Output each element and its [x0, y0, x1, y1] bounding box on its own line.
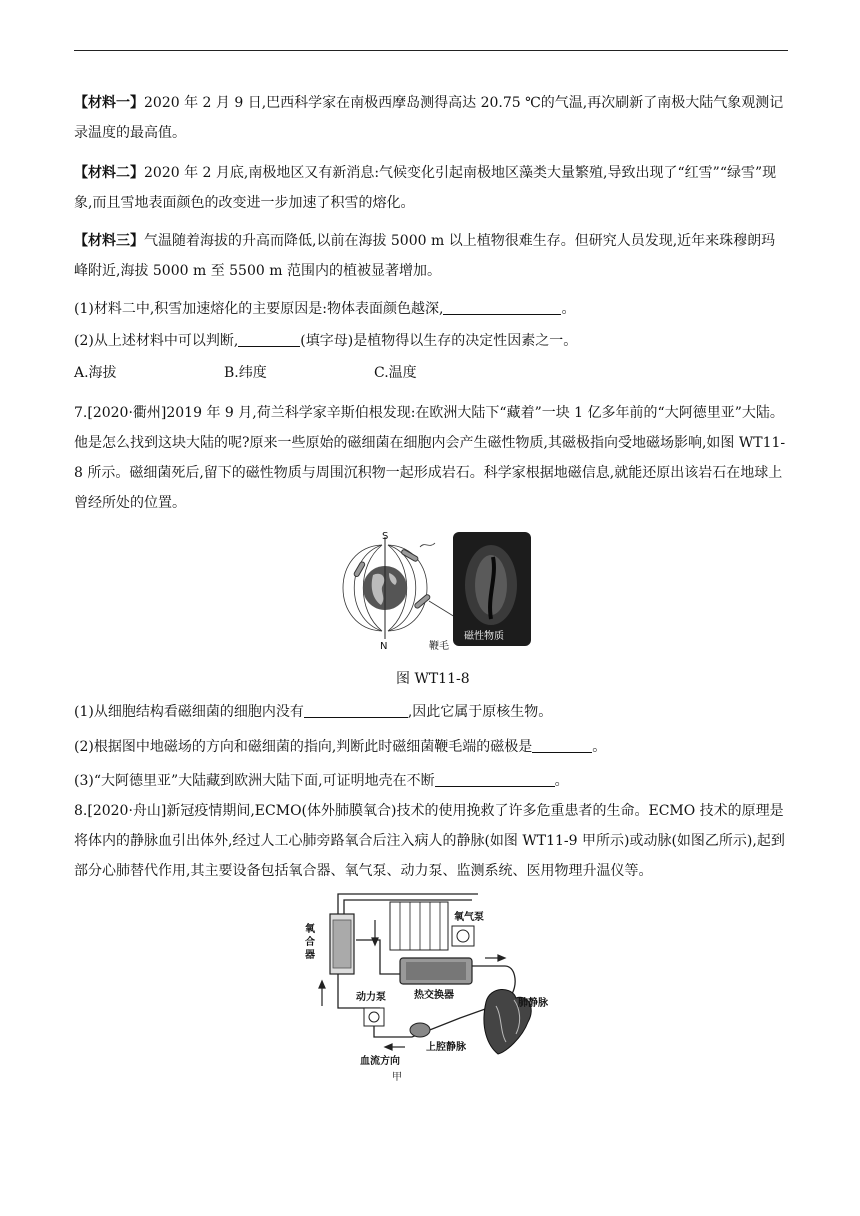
material-2-text: 2020 年 2 月底,南极地区又有新消息:气候变化引起南极地区藻类大量繁殖,导致出现了“红雪”“绿雪”现象,而且雪地表面颜色的改变进一步加速了积雪的熔化。: [74, 165, 777, 211]
answer-blank[interactable]: [238, 332, 300, 347]
period: 。: [561, 301, 576, 317]
label-flow-direction: 血流方向: [360, 1056, 400, 1067]
label-magnetic-material: 磁性物质: [464, 631, 504, 642]
question-6-2: [74, 331, 577, 351]
question-6-2-text-end: (填字母)是植物得以生存的决定性因素之一。: [300, 333, 578, 349]
period: 。: [554, 773, 569, 789]
option-b: B.纬度: [224, 365, 267, 381]
label-oxygenator-3: 器: [305, 950, 315, 961]
question-7-3-text: (3)“大阿德里亚”大陆藏到欧洲大陆下面,可证明地壳在不断: [74, 773, 435, 789]
oxygen-pump-icon: [452, 926, 474, 946]
label-oxygenator-1: 氧: [305, 924, 315, 935]
question-6-2-text: (2)从上述材料中可以判断,: [74, 333, 239, 349]
label-power-pump: 动力泵: [356, 992, 386, 1003]
power-pump-icon: [364, 1008, 384, 1026]
label-n: N: [380, 641, 388, 652]
header-rule: [74, 50, 788, 51]
option-a: A.海拔: [74, 365, 117, 381]
label-pulmonary-vein: 肺静脉: [518, 998, 548, 1009]
answer-blank[interactable]: [435, 772, 555, 787]
period: 。: [592, 739, 607, 755]
label-heat-exchanger: 热交换器: [414, 990, 454, 1001]
label-oxygen-pump: 氧气泵: [454, 912, 484, 923]
label-s: S: [382, 531, 389, 542]
question-7-intro: 7.[2020·衢州]2019 年 9 月,荷兰科学家辛斯伯根发现:在欧洲大陆下“藏着”一块 1 亿多年前的“大阿德里亚”大陆。他是怎么找到这块大陆的呢?原来一些原始的磁细菌在细胞内会产生磁性物质,其磁极指向受地磁场影响,如图 WT11-8 所示。磁细菌死后,留下的磁性物质与周围沉积物一起形成岩石。科学家根据地磁信息,就能还原出该岩石在地球上曾经所处的位置。: [74, 405, 786, 511]
material-1: [74, 88, 788, 148]
answer-blank[interactable]: [304, 703, 408, 718]
question-7-1: [74, 702, 552, 722]
material-3: [74, 226, 788, 286]
material-2-label: 【材料二】: [74, 165, 144, 181]
question-6-1: [74, 299, 575, 319]
question-8-intro: 8.[2020·舟山]新冠疫情期间,ECMO(体外肺膜氧合)技术的使用挽救了许多危重患者的生命。ECMO 技术的原理是将体内的静脉血引出体外,经过人工心肺旁路氧合后注入病人的静脉(如图 WT11-9 甲所示)或动脉(如图乙所示),起到部分心肺替代作用,其主要设备包括氧合器、氧气泵、动力泵、监测系统、医用物理升温仪等。: [74, 803, 785, 879]
material-3-text: 气温随着海拔的升高而降低,以前在海拔 5000 m 以上植物很难生存。但研究人员发现,近年来珠穆朗玛峰附近,海拔 5000 m 至 5500 m 范围内的植被显著增加。: [74, 233, 776, 279]
material-3-label: 【材料三】: [74, 233, 144, 249]
material-1-label: 【材料一】: [74, 95, 144, 111]
answer-blank[interactable]: [532, 738, 592, 753]
figure-wt11-9: [300, 882, 560, 1082]
material-2: [74, 158, 788, 218]
question-6-1-text: (1)材料二中,积雪加速熔化的主要原因是:物体表面颜色越深,: [74, 301, 444, 317]
label-oxygenator-2: 合: [305, 937, 315, 948]
label-jia: 甲: [392, 1072, 402, 1082]
ecmo-diagram: [300, 882, 560, 1082]
earth-magnetic-field-figure: [325, 527, 535, 652]
label-flagellum: 鞭毛: [429, 641, 449, 652]
question-7-2-text: (2)根据图中地磁场的方向和磁细菌的指向,判断此时磁细菌鞭毛端的磁极是: [74, 739, 533, 755]
answer-blank[interactable]: [443, 300, 561, 315]
figure-caption: 图 WT11-8: [396, 671, 470, 687]
question-7-3: [74, 771, 569, 791]
label-superior-vena-cava: 上腔静脉: [426, 1042, 466, 1053]
option-c: C.温度: [374, 365, 417, 381]
figure-wt11-8: [325, 527, 535, 652]
question-7-2: [74, 737, 606, 757]
question-7-1-text: (1)从细胞结构看磁细菌的细胞内没有: [74, 704, 304, 720]
question-7-1-text-end: ,因此它属于原核生物。: [407, 704, 553, 720]
material-1-text: 2020 年 2 月 9 日,巴西科学家在南极西摩岛测得高达 20.75 ℃的气温,再次刷新了南极大陆气象观测记录温度的最高值。: [74, 95, 784, 141]
